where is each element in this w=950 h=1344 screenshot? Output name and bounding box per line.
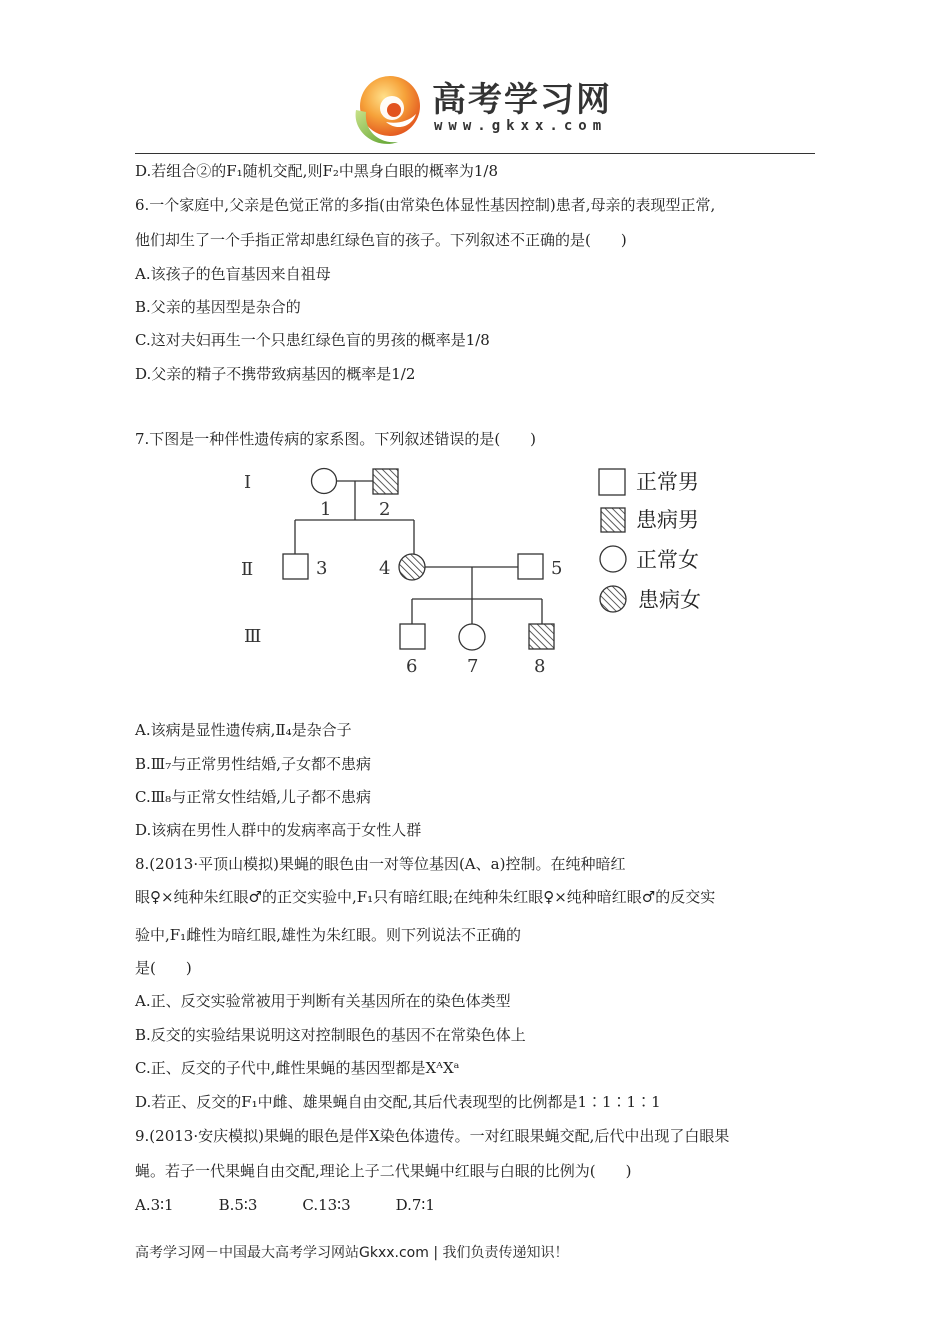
q8-stem-line2: 眼♀×纯种朱红眼♂的正交实验中,F₁只有暗红眼;在纯种朱红眼♀×纯种暗红眼♂的反交实 [135,888,716,906]
q6-stem-line1: 6.一个家庭中,父亲是色觉正常的多指(由常染色体显性基因控制)患者,母亲的表现型正常, [135,196,716,214]
generation-label-3: Ⅲ [244,626,262,647]
individual-label-2: 2 [379,499,391,520]
q6-option-a: A.该孩子的色盲基因来自祖母 [135,265,331,283]
q5-option-d: D.若组合②的F₁随机交配,则F₂中黑身白眼的概率为1/8 [135,162,499,180]
q7-option-b: B.Ⅲ₇与正常男性结婚,子女都不患病 [135,755,372,773]
individual-label-5: 5 [551,558,563,579]
legend-affected-male-symbol [601,508,625,532]
individual-label-8: 8 [534,656,546,677]
q8-option-c: C.正、反交的子代中,雌性果蝇的基因型都是XᴬXᵃ [135,1059,460,1077]
logo-title: 高考学习网 [432,80,612,120]
site-logo[interactable] [346,66,616,156]
legend-affected-female-symbol [600,586,626,612]
individual-3-normal-male [283,554,308,579]
individual-label-4: 4 [379,558,391,579]
q8-stem-line4: 是( ) [135,959,192,977]
page-footer: 高考学习网－中国最大高考学习网站Gkxx.com | 我们负责传递知识！ [135,1245,569,1261]
individual-7-normal-female [459,624,485,650]
q8-option-a: A.正、反交实验常被用于判断有关基因所在的染色体类型 [135,992,511,1010]
individual-4-affected-female [399,554,425,580]
legend-normal-male-symbol [599,469,625,495]
legend-normal-male-label: 正常男 [636,470,699,494]
q7-option-d: D.该病在男性人群中的发病率高于女性人群 [135,821,422,839]
q6-option-d: D.父亲的精子不携带致病基因的概率是1/2 [135,365,416,383]
legend-normal-female-label: 正常女 [636,548,699,572]
q6-option-c: C.这对夫妇再生一个只患红绿色盲的男孩的概率是1/8 [135,331,490,349]
individual-1-normal-female [312,469,337,494]
q9-options: A.3∶1 B.5∶3 C.13∶3 D.7∶1 [135,1196,435,1214]
q8-option-d: D.若正、反交的F₁中雌、雄果蝇自由交配,其后代表现型的比例都是1∶1∶1∶1 [135,1093,661,1111]
individual-label-7: 7 [467,656,479,677]
legend-affected-male-label: 患病男 [636,508,699,532]
q6-stem-line2: 他们却生了一个手指正常却患红绿色盲的孩子。下列叙述不正确的是( ) [135,231,627,249]
q7-option-c: C.Ⅲ₈与正常女性结婚,儿子都不患病 [135,788,371,806]
q9-stem-line2: 蝇。若子一代果蝇自由交配,理论上子二代果蝇中红眼与白眼的比例为( ) [135,1162,632,1180]
q8-option-b: B.反交的实验结果说明这对控制眼色的基因不在常染色体上 [135,1026,526,1044]
generation-label-2: Ⅱ [241,559,254,580]
q6-option-b: B.父亲的基因型是杂合的 [135,298,301,316]
individual-8-affected-male [529,624,554,649]
individual-label-6: 6 [406,656,418,677]
individual-label-3: 3 [316,558,328,579]
legend-affected-female-label: 患病女 [638,588,701,612]
individual-5-normal-male [518,554,543,579]
header-divider [135,153,815,154]
logo-mark-icon [346,70,426,150]
individual-label-1: 1 [320,499,332,520]
q7-option-a: A.该病是显性遗传病,Ⅱ₄是杂合子 [135,721,352,739]
legend-normal-female-symbol [600,546,626,572]
individual-2-affected-male [373,469,398,494]
generation-label-1: Ⅰ [244,472,252,493]
q8-stem-line1: 8.(2013·平顶山模拟)果蝇的眼色由一对等位基因(A、a)控制。在纯种暗红 [135,855,626,873]
pedigree-diagram [236,458,716,688]
q8-stem-line3: 验中,F₁雌性为暗红眼,雄性为朱红眼。则下列说法不正确的 [135,926,521,944]
logo-url[interactable]: www.gkxx.com [434,118,608,134]
individual-6-normal-male [400,624,425,649]
q7-stem: 7.下图是一种伴性遗传病的家系图。下列叙述错误的是( ) [135,430,537,448]
q9-stem-line1: 9.(2013·安庆模拟)果蝇的眼色是伴X染色体遗传。一对红眼果蝇交配,后代中出现了白眼果 [135,1127,730,1145]
